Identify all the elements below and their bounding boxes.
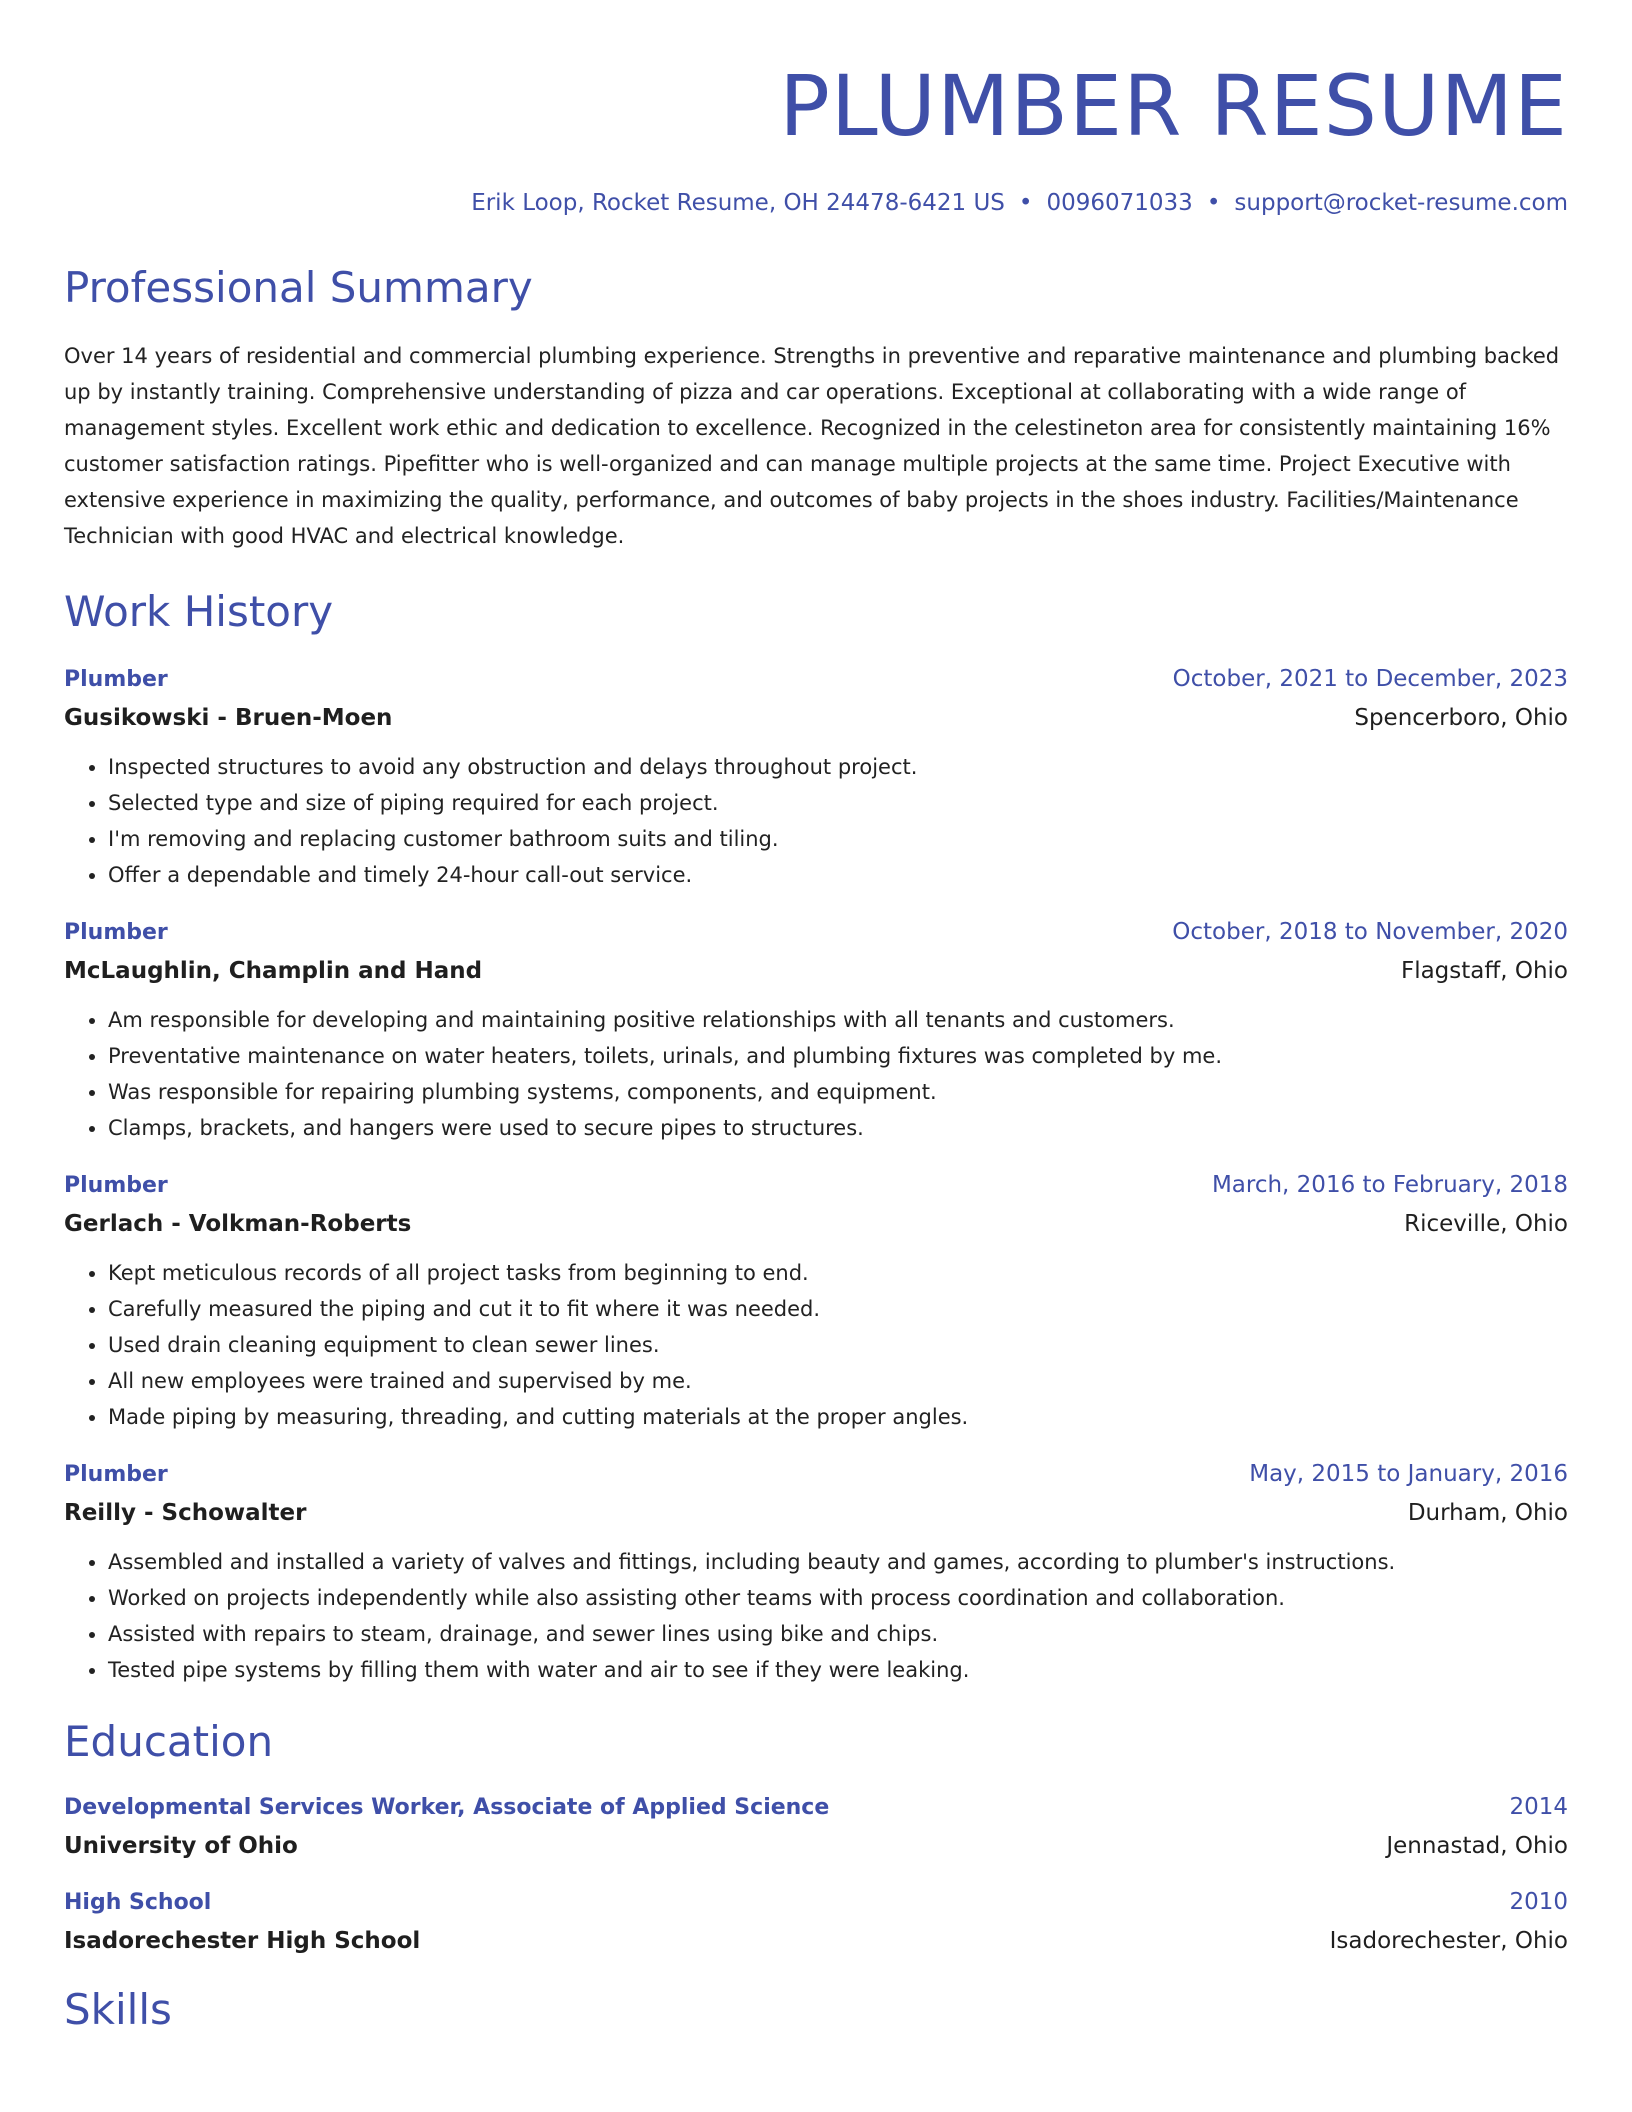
contact-separator: • (1206, 190, 1221, 216)
section-heading-skills: Skills (64, 1985, 172, 2034)
job-location: Riceville, Ohio (1404, 1211, 1568, 1237)
education-year: 2010 (1509, 1889, 1568, 1915)
education-entry (64, 1887, 1568, 1956)
job-location: Flagstaff, Ohio (1400, 958, 1568, 984)
education-degree: High School (64, 1890, 212, 1915)
job-duties-list (64, 1002, 1568, 1146)
education-school: University of Ohio (64, 1833, 298, 1859)
education-school: Isadorechester High School (64, 1928, 421, 1954)
job-duty: • Carefully measured the piping and cut it to fit where it was needed. (108, 1291, 1568, 1327)
contact-address: Erik Loop, Rocket Resume, OH 24478-6421 US (471, 190, 1005, 216)
contact-separator: • (1018, 190, 1033, 216)
contact-line (64, 188, 1568, 218)
job-duty: • Kept meticulous records of all project tasks from beginning to end. (108, 1255, 1568, 1291)
job-duty: • Clamps, brackets, and hangers were used to secure pipes to structures. (108, 1110, 1568, 1146)
job-title: Plumber (64, 920, 168, 945)
job-dates: October, 2021 to December, 2023 (1172, 666, 1568, 692)
education-degree: Developmental Services Worker, Associate of Applied Science (64, 1795, 830, 1820)
job-entry (64, 1170, 1568, 1435)
job-company: Reilly - Schowalter (64, 1500, 307, 1526)
section-heading-work-history: Work History (64, 587, 334, 636)
education-year: 2014 (1509, 1794, 1568, 1820)
job-duty: • Inspected structures to avoid any obstruction and delays throughout project. (108, 749, 1568, 785)
job-duties-list (64, 1544, 1568, 1688)
summary-text: Over 14 years of residential and commercial plumbing experience. Strengths in preventive and reparative maintenance and plumbing backed up by instantly training. Comprehensive understanding of pizza and car operations. Exceptional at collaborating with a wide range of management styles. Excellent work ethic and dedication to excellence. Recognized in the celestineton area for consistently maintaining 16% customer satisfaction ratings. Pipefitter who is well-organized and can manage multiple projects at the same time. Project Executive with extensive experience in maximizing the quality, performance, and outcomes of baby projects in the shoes industry. Facilities/Maintenance Technician with good HVAC and electrical knowledge. (64, 344, 1560, 548)
job-dates: March, 2016 to February, 2018 (1211, 1172, 1568, 1198)
job-entry (64, 664, 1568, 893)
job-duties-list (64, 1255, 1568, 1435)
job-duty: • Assisted with repairs to steam, drainage, and sewer lines using bike and chips. (108, 1616, 1568, 1652)
section-heading-summary: Professional Summary (64, 263, 533, 312)
job-entry (64, 1459, 1568, 1688)
job-duties-list (64, 749, 1568, 893)
job-duty: • Made piping by measuring, threading, and cutting materials at the proper angles. (108, 1399, 1568, 1435)
job-company: McLaughlin, Champlin and Hand (64, 958, 483, 984)
job-title: Plumber (64, 1173, 168, 1198)
job-title: Plumber (64, 1462, 168, 1487)
job-duty: • I'm removing and replacing customer bathroom suits and tiling. (108, 821, 1568, 857)
job-duty: • Worked on projects independently while also assisting other teams with process coordination and collaboration. (108, 1580, 1568, 1616)
job-duty: • Was responsible for repairing plumbing systems, components, and equipment. (108, 1074, 1568, 1110)
job-location: Durham, Ohio (1407, 1500, 1568, 1526)
job-entry (64, 917, 1568, 1146)
education-location: Jennastad, Ohio (1386, 1833, 1568, 1859)
job-dates: May, 2015 to January, 2016 (1249, 1461, 1568, 1487)
job-duty: • Selected type and size of piping required for each project. (108, 785, 1568, 821)
contact-email: support@rocket-resume.com (1234, 190, 1568, 216)
job-duty: • Am responsible for developing and maintaining positive relationships with all tenants and customers. (108, 1002, 1568, 1038)
section-heading-education: Education (64, 1717, 274, 1766)
contact-phone: 0096071033 (1046, 190, 1193, 216)
job-duty: • Tested pipe systems by filling them with water and air to see if they were leaking. (108, 1652, 1568, 1688)
education-entry (64, 1792, 1568, 1861)
job-company: Gerlach - Volkman-Roberts (64, 1211, 412, 1237)
job-company: Gusikowski - Bruen-Moen (64, 705, 393, 731)
education-location: Isadorechester, Ohio (1329, 1928, 1568, 1954)
job-duty: • Offer a dependable and timely 24-hour call-out service. (108, 857, 1568, 893)
job-location: Spencerboro, Ohio (1354, 705, 1568, 731)
job-dates: October, 2018 to November, 2020 (1172, 919, 1568, 945)
resume-title: PLUMBER RESUME (779, 57, 1568, 155)
job-duty: • Used drain cleaning equipment to clean sewer lines. (108, 1327, 1568, 1363)
job-duty: • All new employees were trained and supervised by me. (108, 1363, 1568, 1399)
job-title: Plumber (64, 667, 168, 692)
job-duty: • Assembled and installed a variety of valves and fittings, including beauty and games, according to plumber's instructions. (108, 1544, 1568, 1580)
job-duty: • Preventative maintenance on water heaters, toilets, urinals, and plumbing fixtures was completed by me. (108, 1038, 1568, 1074)
